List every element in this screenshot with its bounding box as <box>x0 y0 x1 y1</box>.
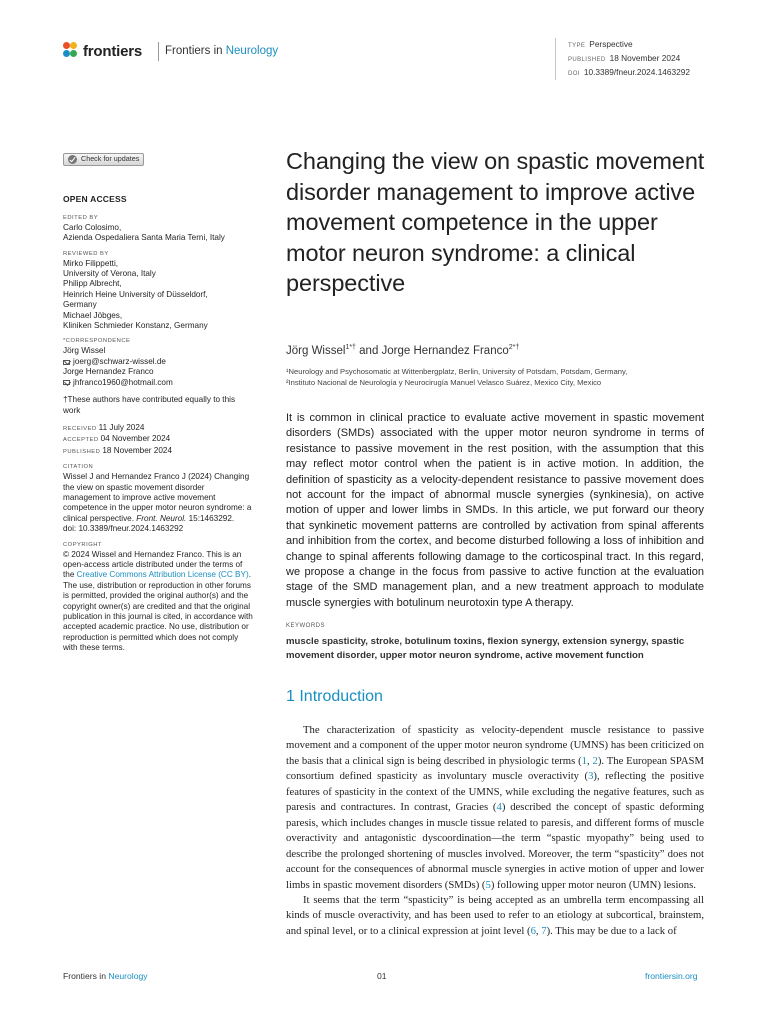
reviewed-by-list <box>63 259 253 332</box>
abstract: It is common in clinical practice to evaluate active movement in spastic movement disorders (SMDs) associated with the upper motor neuron syndrome in terms of resistance to passive movement in the rest position, with the assumption that this may reflect motor control when the patient is in active motion. In addition, the definition of spasticity as a velocity-dependent resistance to passive movement does not account for the impact of abnormal muscle synergies (synkinesia), on active motion of upper and lower limbs in SMDs. In this article, we put forward our theory that synkinetic movement patterns are controlled by activation from spinal afferents and inhibition from the cortex, and become disturbed following a loss of inhibition and change to spinal afferents following damage to the corticospinal tract. In this regard, we propose a change in the focus from passive to active function at the evaluation stage of the SMD management plan, and a new treatment approach to modulate muscle synergies with botulinum neurotoxin type A therapy. <box>286 412 704 609</box>
equal-contribution-note: †These authors have contributed equally to this work <box>63 395 236 415</box>
body-text: ) described the concept of spastic deforming paresis, which includes changes in muscle tissue related to paresis, and different forms of muscle overactivity and antagonistic dyscoordination—the term “spastic myopathy” being used to describe the prolonged shortening of muscles involved. Moreover, the term “spasticity” does not account for the consequences of abnormal muscle synergies in active motion of upper and lower limbs in spastic movement disorders (SMDs) ( <box>286 801 705 891</box>
body-paragraph: It seems that the term “spasticity” is being accepted as an umbrella term encompassing all kinds of muscle overactivity, and has been used to refer to an etiology at subcortical, brainstem, and spinal level, or to a clinical expression at joint level (6, 7). This may be due to a lack of <box>286 893 704 937</box>
body-text: ) following upper motor neuron (UMN) lesions. <box>490 878 696 891</box>
page-number: 01 <box>377 971 387 981</box>
frontiers-logo-icon <box>63 42 79 60</box>
citation-text <box>63 472 253 534</box>
email-link[interactable] <box>63 378 253 388</box>
reviewer-affiliation: Germany <box>63 300 97 310</box>
copyright-text <box>63 550 253 654</box>
accepted-date <box>63 434 253 445</box>
reviewer-name: Mirko Filippetti, <box>63 258 119 268</box>
footer-site-link[interactable]: frontiersin.org <box>645 971 698 981</box>
email-link[interactable] <box>63 357 253 367</box>
meta-doi-value[interactable]: 10.3389/fneur.2024.1463292 <box>583 67 690 77</box>
citation-label: CITATION <box>63 464 94 471</box>
copyright-body-end: . The use, distribution or reproduction in other forums is permitted, provided the original author(s) and the copyright owner(s) are credited and that the original publication in this journal is cited, in accordance with accepted academic practice. No use, distribution or reproduction is permitted which does not comply with these terms. <box>63 570 253 653</box>
body-text: ). The European SPASM consortium defined spasticity as involuntary muscle overactivity ( <box>286 754 705 783</box>
meta-published <box>568 52 690 66</box>
article-body <box>286 723 704 939</box>
header-divider <box>158 42 159 61</box>
email-address: jhfranco1960@hotmail.com <box>73 377 173 387</box>
citation-body: Wissel J and Hernandez Franco J (2024) Changing the view on spastic movement disorder management to improve active movement competence in the upper motor neuron syndrome: a clinical perspective. <box>63 472 252 523</box>
correspondence-label: *CORRESPONDENCE <box>63 338 131 345</box>
body-text: ). This may be due to a lack of <box>546 924 677 937</box>
reviewer-name: Michael Jöbges, <box>63 310 123 320</box>
reviewed-by-label: REVIEWED BY <box>63 250 109 257</box>
affiliation: ¹Neurology and Psychosomatic at Wittenbergplatz, Berlin, University of Potsdam, Potsdam, Germany, <box>286 367 628 376</box>
affiliations <box>286 366 716 388</box>
body-text: ), reflecting the positive features of spasticity in the context of the UMNS, while excluding the negative features, such as paresis and contractures. In contrast, Gracies ( <box>286 770 705 814</box>
brand-name: frontiers <box>83 42 143 60</box>
reviewer-affiliation: Heinrich Heine University of Düsseldorf, <box>63 289 208 299</box>
keywords: muscle spasticity, stroke, botulinum toxins, flexion synergy, extension synergy, spastic movement disorder, upper motor neuron syndrome, active movement function <box>286 636 685 662</box>
check-for-updates-button[interactable] <box>63 153 144 166</box>
envelope-icon <box>63 360 70 365</box>
editor-affiliation: Azienda Ospedaliera Santa Maria Terni, Italy <box>63 233 225 243</box>
article-title: Changing the view on spastic movement disorder management to improve active movement competence in the upper motor neuron syndrome: a clinical perspective <box>286 148 705 296</box>
citation-journal: Front. Neurol. <box>136 513 187 523</box>
received-date <box>63 423 253 434</box>
affiliation: ²Instituto Nacional de Neurología y Neurocirugía Manuel Velasco Suárez, Mexico City, Mexico <box>286 378 602 387</box>
author-name[interactable]: Jorge Hernandez Franco <box>381 344 509 357</box>
journal-name: Neurology <box>225 45 279 57</box>
body-text: The characterization of spasticity as velocity-dependent muscle resistance to passive movement and a component of the upper motor neuron syndrome (UMNS) has been criticized on the basis that a clinical sign is being described in physiologic terms ( <box>286 724 704 767</box>
article-meta <box>555 38 690 80</box>
meta-type-label: TYPE <box>568 43 586 49</box>
journal-title[interactable] <box>165 45 278 57</box>
reviewer-affiliation: University of Verona, Italy <box>63 269 156 279</box>
meta-published-value: 18 November 2024 <box>609 53 681 63</box>
meta-type <box>568 38 690 52</box>
reference-link[interactable]: 2 <box>592 754 598 767</box>
copyright-body: © 2024 Wissel and Hernandez Franco. This is an open-access article distributed under the terms of the <box>63 549 243 580</box>
copyright-label: COPYRIGHT <box>63 541 102 548</box>
keywords-label: KEYWORDS <box>286 623 326 629</box>
sidebar <box>63 153 253 654</box>
article-dates <box>63 423 253 457</box>
body-paragraph: The characterization of spasticity as velocity-dependent muscle resistance to passive movement and a component of the upper motor neuron syndrome (UMNS) has been criticized on the basis that a clinical sign is being described in physiologic terms (1, 2). The European SPASM consortium defined spasticity as involuntary muscle overactivity (3), reflecting the positive features of spasticity in the context of the UMNS, while excluding the negative features, such as paresis and contractures. In contrast, Gracies (4) described the concept of spastic deforming paresis, which includes changes in muscle tissue related to paresis, and different forms of muscle overactivity and antagonistic dyscoordination—the term “spastic myopathy” being used to describe the prolonged shortening of muscles involved. Moreover, the term “spasticity” does not account for the consequences of abnormal muscle synergies in active motion of upper and lower limbs in spastic movement disorders (SMDs) (5) following upper motor neuron (UMN) lesions. <box>286 724 705 891</box>
accepted-value: 04 November 2024 <box>100 434 171 444</box>
footer-journal[interactable] <box>63 971 148 981</box>
journal-prefix: Frontiers in <box>165 45 226 57</box>
email-address: joerg@schwarz-wissel.de <box>73 356 166 366</box>
open-access-label: OPEN ACCESS <box>63 194 127 205</box>
author-conjunction: and <box>355 344 382 357</box>
reference-link[interactable]: 4 <box>496 801 502 814</box>
edited-by-list <box>63 223 253 244</box>
reference-link[interactable]: 3 <box>588 770 594 783</box>
published-label: PUBLISHED <box>63 448 101 455</box>
license-link[interactable]: Creative Commons Attribution License (CC BY) <box>76 570 249 580</box>
body-text: It seems that the term “spasticity” is being accepted as an umbrella term encompassing all kinds of muscle overactivity, and has been used to refer to an etiology at subcortical, brainstem, and spinal level, or to a clinical expression at joint level ( <box>286 893 704 937</box>
published-date <box>63 446 253 457</box>
reference-link[interactable]: 1 <box>581 754 588 767</box>
author-name[interactable]: Jörg Wissel <box>286 344 346 357</box>
correspondence-list <box>63 346 253 388</box>
reviewer-name: Philipp Albrecht, <box>63 279 122 289</box>
citation-volume: 15:1463292. <box>188 513 235 523</box>
correspondent-name: Jorge Hernandez Franco <box>63 367 154 377</box>
meta-published-label: PUBLISHED <box>568 57 606 63</box>
reviewer-affiliation: Kliniken Schmieder Konstanz, Germany <box>63 321 208 331</box>
published-value: 18 November 2024 <box>102 445 172 455</box>
reference-link[interactable]: 5 <box>485 878 491 891</box>
meta-doi-label: DOI <box>568 71 580 77</box>
correspondent-name: Jörg Wissel <box>63 346 106 356</box>
check-for-updates-label: Check for updates <box>81 154 140 164</box>
citation-doi[interactable]: doi: 10.3389/fneur.2024.1463292 <box>63 524 184 534</box>
reference-link[interactable]: 7 <box>541 924 547 937</box>
received-value: 11 July 2024 <box>98 422 145 432</box>
received-label: RECEIVED <box>63 425 97 432</box>
author-line <box>286 344 519 357</box>
author-superscript: 1*† <box>345 344 356 351</box>
edited-by-label: EDITED BY <box>63 214 99 221</box>
reference-link[interactable]: 6 <box>530 924 536 937</box>
meta-type-value: Perspective <box>589 39 633 49</box>
author-superscript: 2*† <box>508 344 520 351</box>
accepted-label: ACCEPTED <box>63 437 99 444</box>
section-heading: 1 Introduction <box>286 688 383 705</box>
checkmark-icon <box>68 155 77 164</box>
editor-name: Carlo Colosimo, <box>63 222 122 232</box>
footer-journal-prefix: Frontiers in <box>63 971 109 981</box>
meta-doi <box>568 66 690 80</box>
envelope-icon <box>63 380 70 385</box>
footer-journal-name: Neurology <box>108 971 148 981</box>
frontiers-logo[interactable] <box>63 42 142 60</box>
